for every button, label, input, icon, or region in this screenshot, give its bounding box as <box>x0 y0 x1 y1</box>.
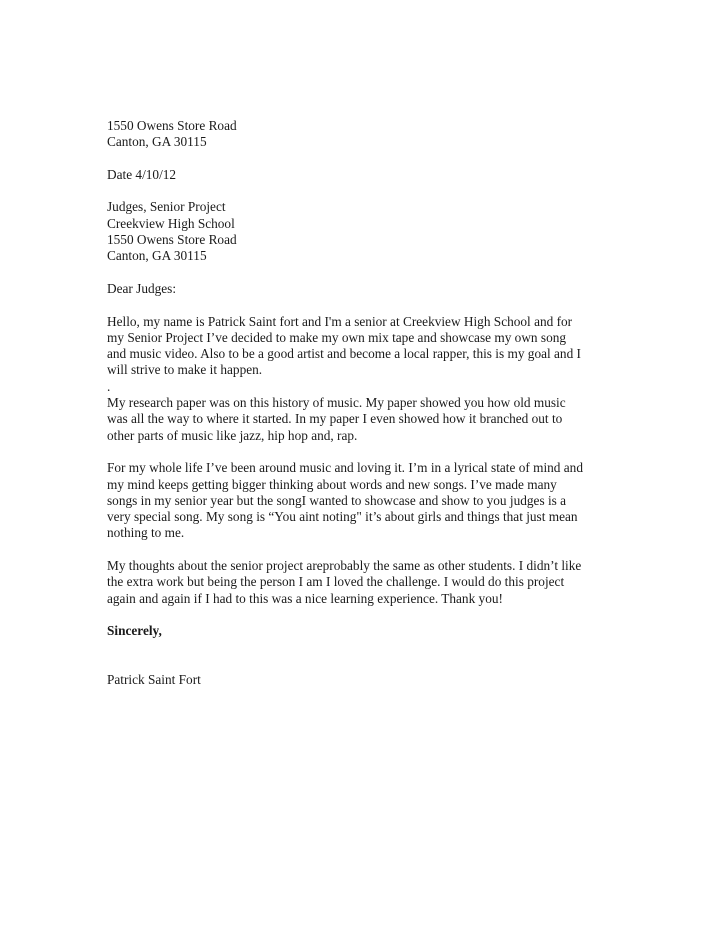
recipient-school: Creekview High School <box>107 215 235 231</box>
paragraph-thoughts <box>107 558 627 607</box>
paragraph-research <box>107 395 627 444</box>
paragraph-line: my mind keeps getting bigger thinking about words and new songs. I’ve made many <box>107 476 557 492</box>
paragraph-line: nothing to me. <box>107 525 185 541</box>
sender-city-line: Canton, GA 30115 <box>107 134 207 150</box>
closing-line: Sincerely, <box>107 623 162 639</box>
paragraph-line: My research paper was on this history of music. My paper showed you how old music <box>107 395 566 411</box>
salutation <box>107 281 627 297</box>
recipient-city-line: Canton, GA 30115 <box>107 248 207 264</box>
paragraph-line: My thoughts about the senior project areprobably the same as other students. I didn’t like <box>107 558 582 574</box>
paragraph-line: will strive to make it happen. <box>107 362 263 378</box>
date-line: Date 4/10/12 <box>107 166 177 182</box>
paragraph-line: . <box>107 378 111 394</box>
paragraph-line: very special song. My song is “You aint noting" it’s about girls and things that just mean <box>107 509 578 525</box>
closing <box>107 623 627 639</box>
paragraph-line: again and again if I had to this was a nice learning experience. Thank you! <box>107 590 503 606</box>
paragraph-music-life <box>107 460 627 541</box>
recipient-address <box>107 199 627 264</box>
paragraph-line: and music video. Also to be a good artist and become a local rapper, this is my goal and I <box>107 346 581 362</box>
signature-name: Patrick Saint Fort <box>107 671 201 687</box>
paragraph-line: songs in my senior year but the songI wanted to showcase and show to you judges is a <box>107 492 567 508</box>
paragraph-line: For my whole life I’ve been around music and loving it. I’m in a lyrical state of mind and <box>107 460 583 476</box>
sender-address <box>107 118 627 151</box>
paragraph-line: Hello, my name is Patrick Saint fort and I'm a senior at Creekview High School and for <box>107 313 573 329</box>
recipient-street: 1550 Owens Store Road <box>107 232 237 248</box>
recipient-name: Judges, Senior Project <box>107 199 226 215</box>
paragraph-line: the extra work but being the person I am I loved the challenge. I would do this project <box>107 574 565 590</box>
paragraph-intro <box>107 314 627 395</box>
paragraph-line: other parts of music like jazz, hip hop and, rap. <box>107 427 358 443</box>
letter-date <box>107 167 627 183</box>
sender-street: 1550 Owens Store Road <box>107 118 237 133</box>
salutation-line: Dear Judges: <box>107 280 177 296</box>
paragraph-line: my Senior Project I’ve decided to make my own mix tape and showcase my own song <box>107 329 567 345</box>
paragraph-line: was all the way to where it started. In my paper I even showed how it branched out to <box>107 411 563 427</box>
signature-block <box>107 672 627 688</box>
letter-body <box>107 118 627 688</box>
